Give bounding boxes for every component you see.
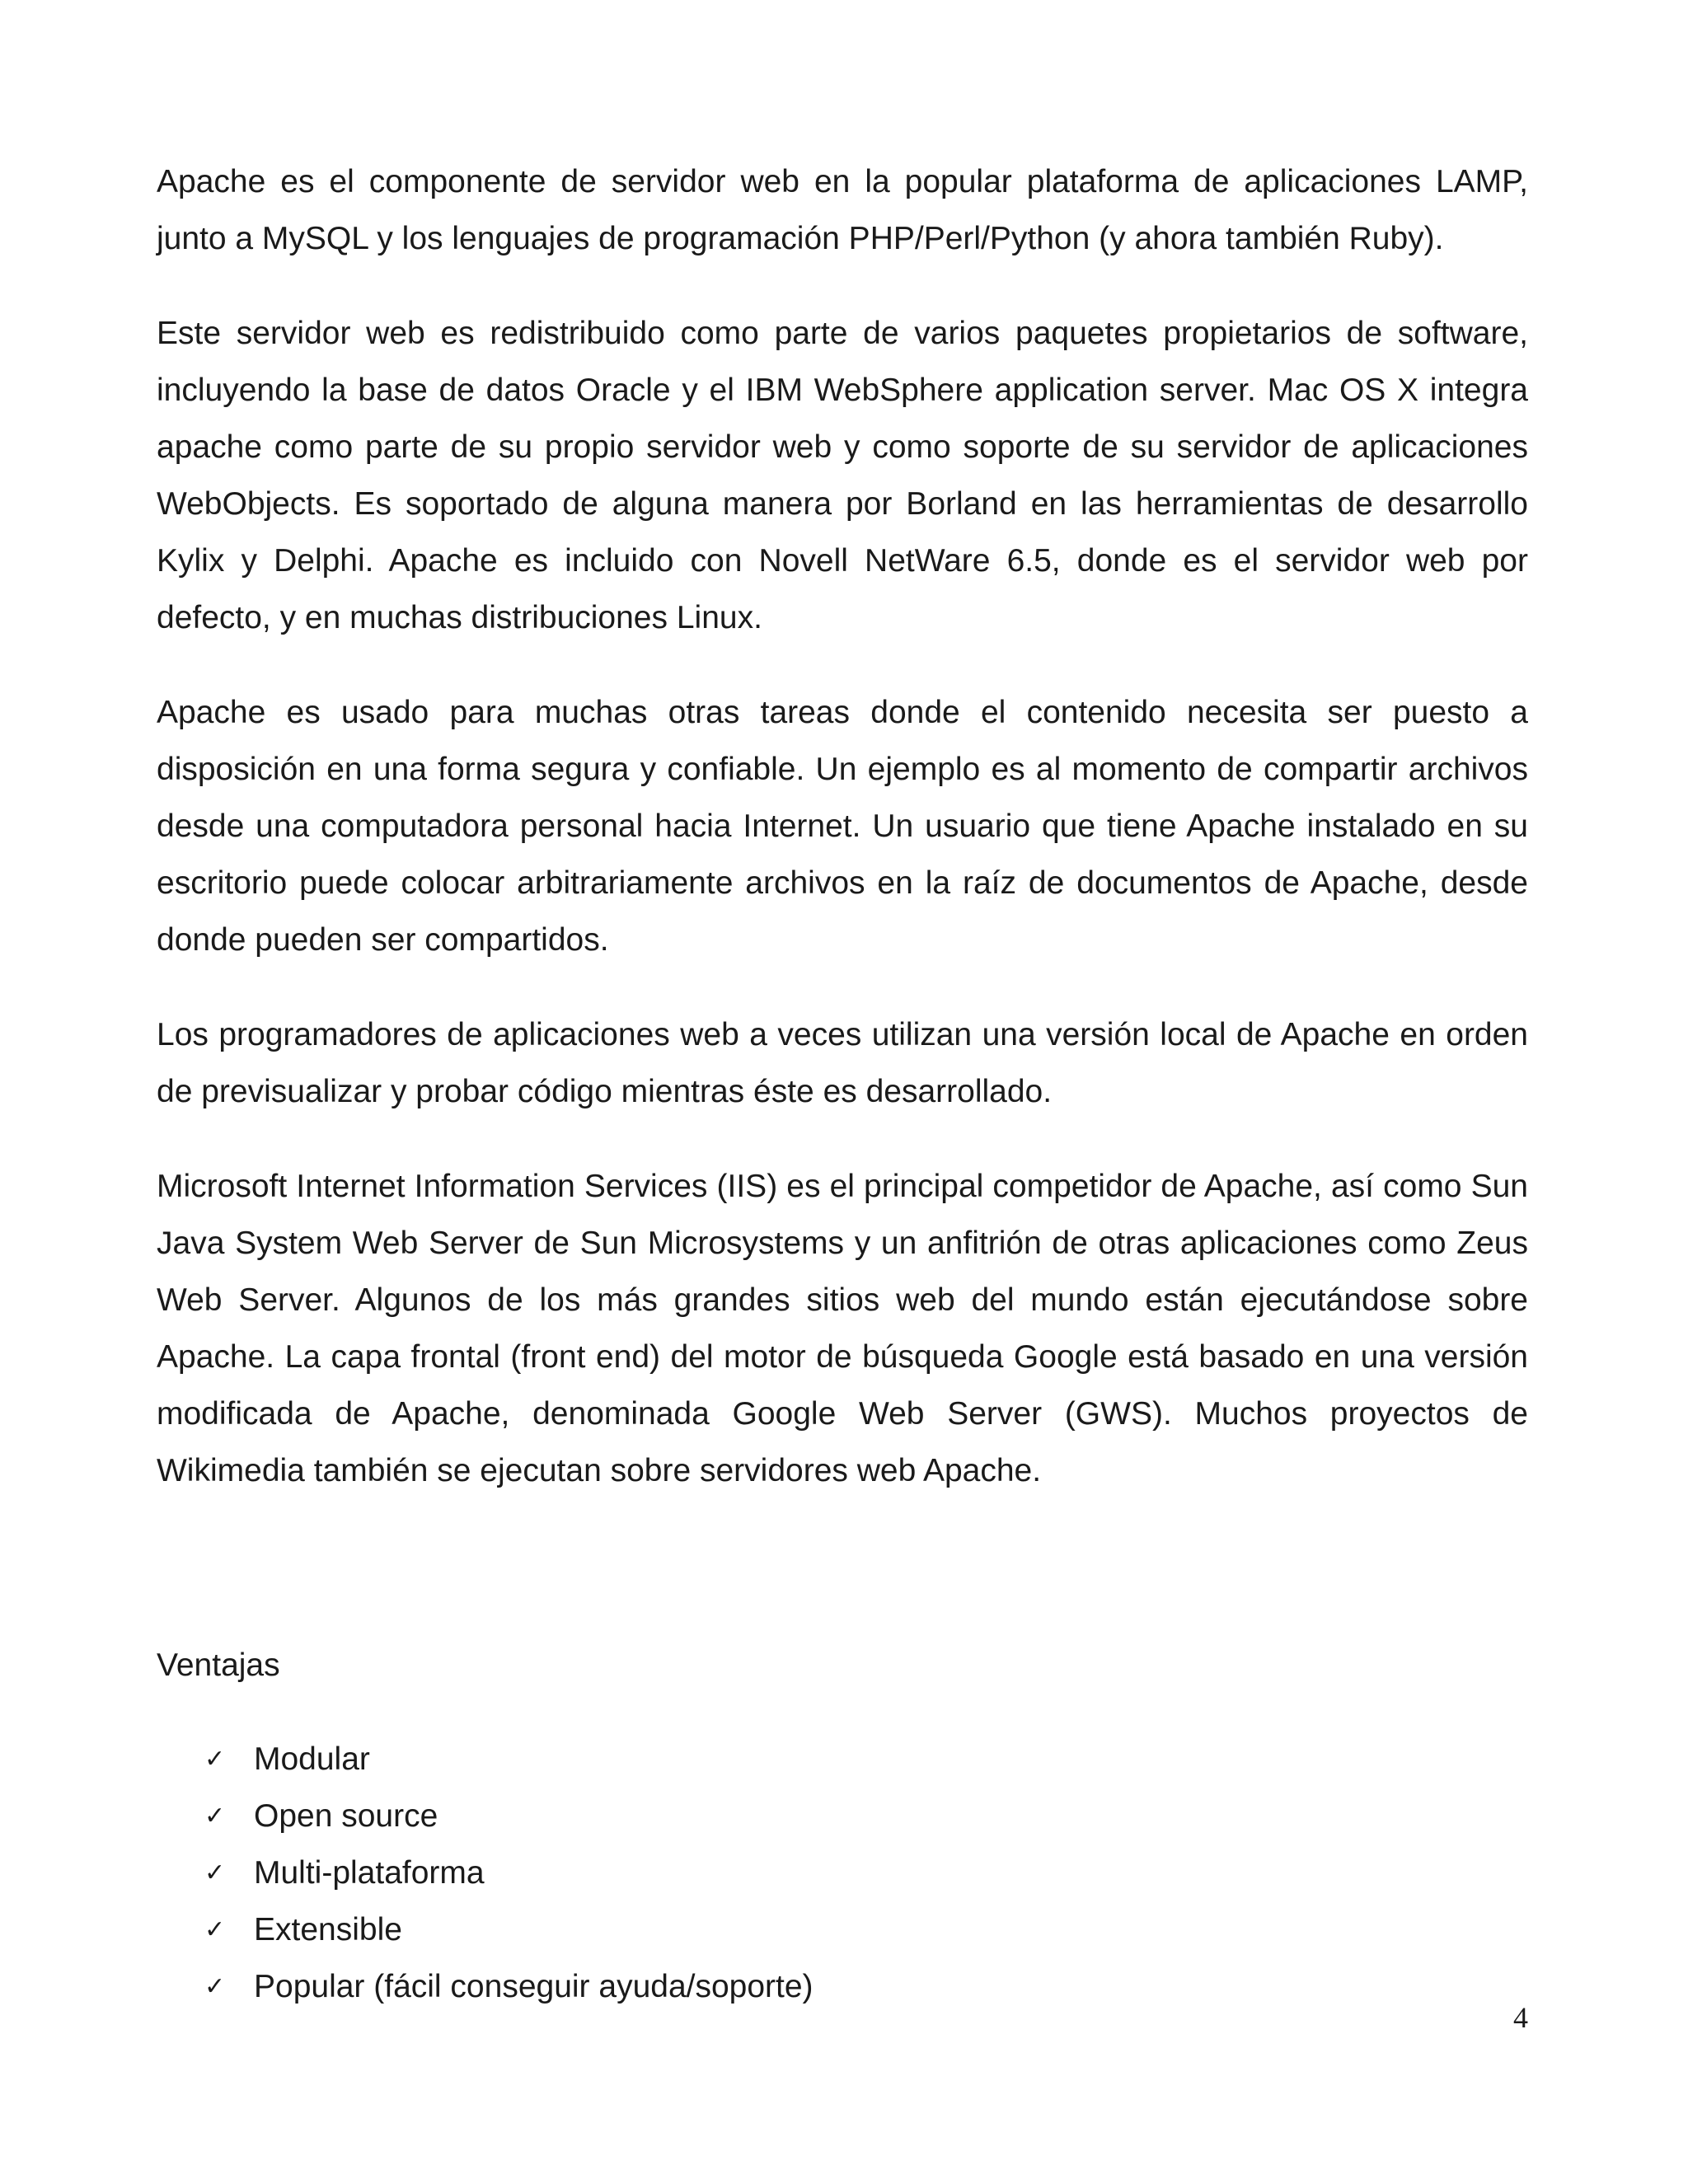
list-item	[204, 1844, 814, 1901]
list-item-label: Multi-plataforma	[254, 1855, 485, 1891]
list-item-label: Modular	[254, 1741, 370, 1777]
page-number: 4	[1513, 2001, 1528, 2034]
list-item-label: Extensible	[254, 1912, 402, 1947]
list-item-label: Popular (fácil conseguir ayuda/soporte)	[254, 1969, 814, 2004]
paragraph-lamp: Apache es el componente de servidor web en la popular plataforma de aplicaciones LAMP, junto a MySQL y los lenguajes de programación PHP/Perl/Python (y ahora también Ruby).	[157, 164, 1528, 256]
list-item-label: Open source	[254, 1798, 438, 1834]
paragraph-redistribution: Este servidor web es redistribuido como parte de varios paquetes propietarios de software, incluyendo la base de datos Oracle y el IBM WebSphere application server. Mac OS X integra apache como parte de su propio servidor web y como soporte de su servidor de aplicaciones WebObjects. Es soportado de alguna manera por Borland en las herramientas de desarrollo Kylix y Delphi. Apache es incluido con Novell NetWare 6.5, donde es el servidor web por defecto, y en muchas distribuciones Linux.	[157, 316, 1528, 635]
checkmark-icon: ✓	[204, 1802, 226, 1830]
checkmark-icon: ✓	[204, 1745, 226, 1774]
list-item	[204, 1901, 814, 1958]
checkmark-icon: ✓	[204, 1972, 226, 2001]
paragraph-competitors: Microsoft Internet Information Services (IIS) es el principal competidor de Apache, así como Sun Java System Web Server de Sun Microsystems y un anfitrión de otras aplicaciones como Zeus Web Server. Algunos de los más grandes sitios web del mundo están ejecutándose sobre Apache. La capa frontal (front end) del motor de búsqueda Google está basado en una versión modificada de Apache, denominada Google Web Server (GWS). Muchos proyectos de Wikimedia también se ejecutan sobre servidores web Apache.	[157, 1169, 1528, 1488]
paragraph-uses: Apache es usado para muchas otras tareas donde el contenido necesita ser puesto a disposición en una forma segura y confiable. Un ejemplo es al momento de compartir archivos desde una computadora personal hacia Internet. Un usuario que tiene Apache instalado en su escritorio puede colocar arbitrariamente archivos en la raíz de documentos de Apache, desde donde pueden ser compartidos.	[157, 695, 1528, 958]
list-item	[204, 1731, 814, 1788]
body-text	[157, 153, 1528, 1499]
list-item	[204, 1788, 814, 1844]
list-item	[204, 1958, 814, 2015]
checkmark-icon: ✓	[204, 1858, 226, 1887]
checkmark-icon: ✓	[204, 1915, 226, 1944]
advantages-list	[204, 1731, 814, 2015]
advantages-heading: Ventajas	[157, 1647, 280, 1683]
paragraph-developers: Los programadores de aplicaciones web a veces utilizan una versión local de Apache en orden de previsualizar y probar código mientras éste es desarrollado.	[157, 1017, 1528, 1109]
